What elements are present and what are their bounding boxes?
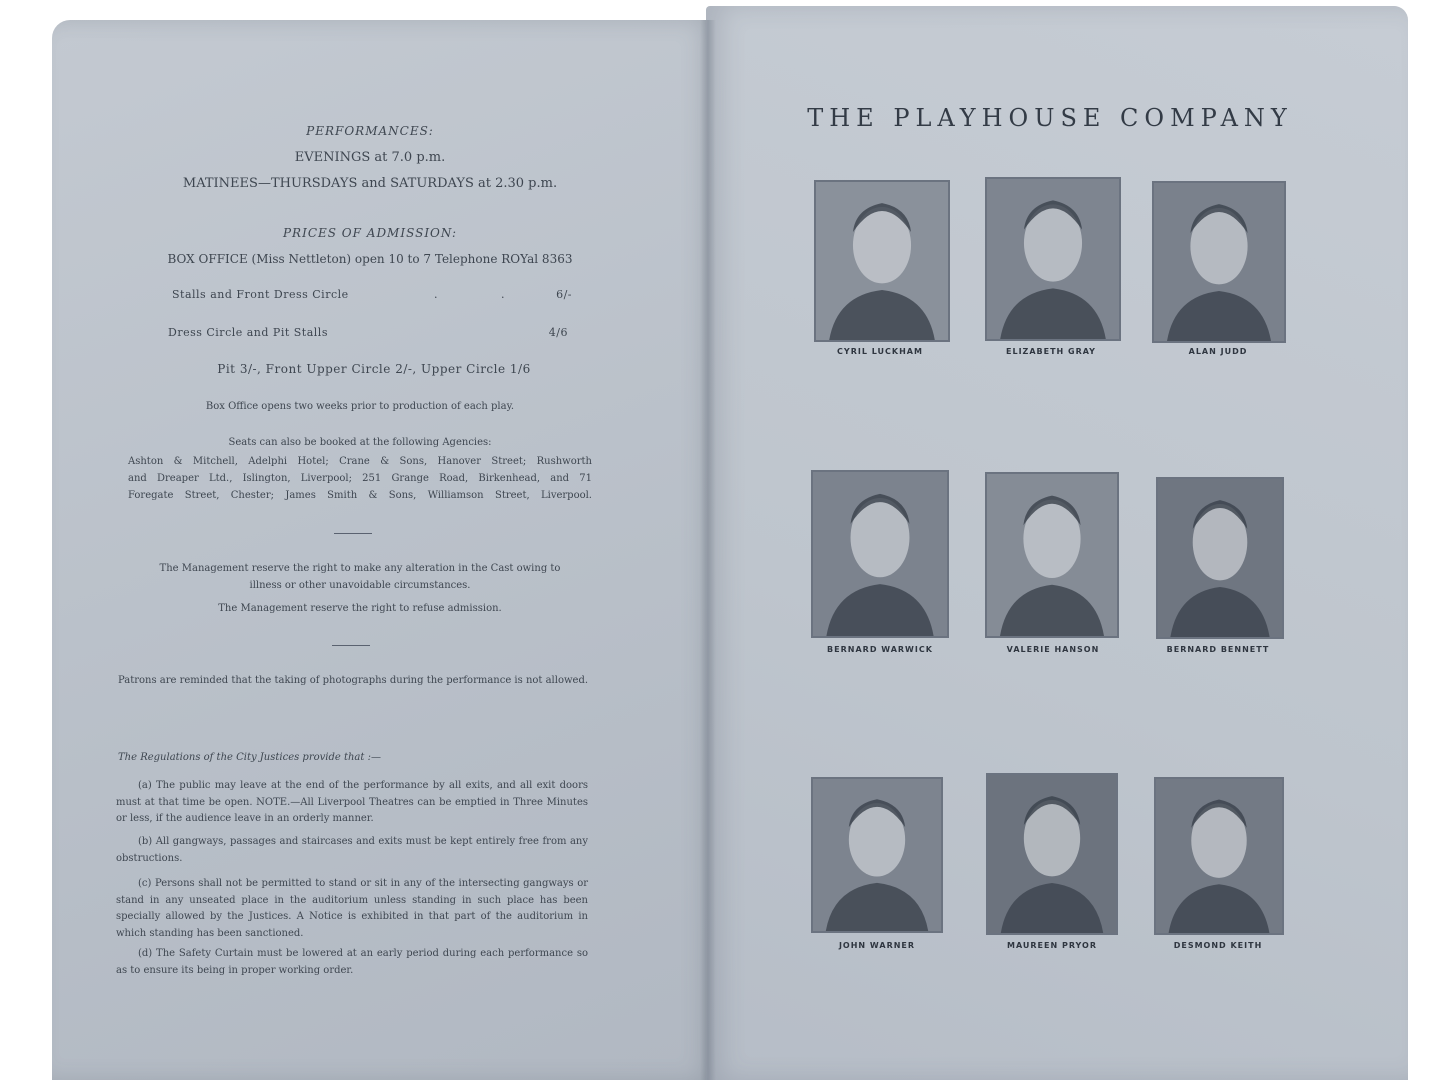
cast-portrait-photo	[986, 773, 1118, 935]
box-office-opens: Box Office opens two weeks prior to production of each play.	[205, 401, 515, 412]
patrons-notice: Patrons are reminded that the taking of photographs during the performance is not allowed.	[117, 675, 589, 686]
leader-dots: . .	[434, 288, 535, 301]
section-divider	[334, 533, 372, 534]
company-title: THE PLAYHOUSE COMPANY	[807, 104, 1293, 132]
cast-name-caption: JOHN WARNER	[838, 941, 916, 950]
prices-heading: PRICES OF ADMISSION:	[282, 226, 458, 240]
regulation-item: (a) The public may leave at the end of the performance by all exits, and all exit doors must at that time be open. NOTE.—All Liverpool Theatres can be emptied in Three Minutes or less, if the audience leave in an orderly manner.	[116, 780, 588, 824]
evenings-line: EVENINGS at 7.0 p.m.	[294, 150, 446, 165]
cast-portrait-photo	[814, 180, 950, 342]
cast-name-caption: CYRIL LUCKHAM	[837, 347, 923, 356]
cast-name-caption: ALAN JUDD	[1188, 347, 1248, 356]
section-divider	[332, 645, 370, 646]
cast-name-caption: MAUREEN PRYOR	[1006, 941, 1098, 950]
price-value: 6/-	[556, 288, 572, 301]
price-label: Stalls and Front Dress Circle	[172, 288, 349, 301]
regulations-intro: The Regulations of the City Justices provide that :—	[118, 752, 381, 763]
book-gutter	[700, 20, 716, 1080]
matinees-line: MATINEES—THURSDAYS and SATURDAYS at 2.30 p.m.	[182, 176, 558, 191]
cast-portrait-photo	[811, 777, 943, 933]
cast-name-caption: BERNARD BENNETT	[1166, 645, 1270, 654]
agencies-line: Foregate Street, Chester; James Smith & Sons, Williamson Street, Liverpool.	[128, 490, 592, 501]
price-row-pit: Pit 3/-, Front Upper Circle 2/-, Upper Circle 1/6	[217, 362, 531, 376]
seats-booked-line: Seats can also be booked at the following Agencies:	[228, 437, 492, 448]
price-value: 4/6	[548, 326, 568, 339]
agencies-list	[128, 453, 592, 504]
cast-name-caption: ELIZABETH GRAY	[1006, 347, 1096, 356]
cast-name-caption: BERNARD WARWICK	[827, 645, 933, 654]
cast-portrait-photo	[1156, 477, 1284, 639]
regulation-item: (c) Persons shall not be permitted to stand or sit in any of the intersecting gangways or stand in any unseated place in the auditorium unless standing in such place has been specially allowed by the Justices. A Notice is exhibited in that part of the auditorium in which standing has been sanctioned.	[116, 878, 588, 939]
agencies-line: and Dreaper Ltd., Islington, Liverpool; 251 Grange Road, Birkenhead, and 71	[128, 473, 592, 484]
performances-heading: PERFORMANCES:	[306, 124, 434, 138]
cast-portrait-photo	[1152, 181, 1286, 343]
price-label: Dress Circle and Pit Stalls	[168, 326, 328, 339]
box-office-line: BOX OFFICE (Miss Nettleton) open 10 to 7 Telephone ROYal 8363	[167, 252, 573, 266]
management-notice-cast: The Management reserve the right to make any alteration in the Cast owing to illness or other unavoidable circumstances.	[159, 563, 561, 591]
cast-name-caption: VALERIE HANSON	[1006, 645, 1100, 654]
cast-portrait-photo	[1154, 777, 1284, 935]
management-notice-admission: The Management reserve the right to refuse admission.	[218, 603, 502, 614]
regulation-item: (b) All gangways, passages and staircases and exits must be kept entirely free from any obstructions.	[116, 836, 588, 864]
cast-name-caption: DESMOND KEITH	[1173, 941, 1263, 950]
regulation-item: (d) The Safety Curtain must be lowered at an early period during each performance so as to ensure its being in proper working order.	[116, 948, 588, 976]
cast-portrait-photo	[985, 177, 1121, 341]
agencies-line: Ashton & Mitchell, Adelphi Hotel; Crane & Sons, Hanover Street; Rushworth	[128, 456, 592, 467]
cast-portrait-photo	[985, 472, 1119, 638]
cast-portrait-photo	[811, 470, 949, 638]
